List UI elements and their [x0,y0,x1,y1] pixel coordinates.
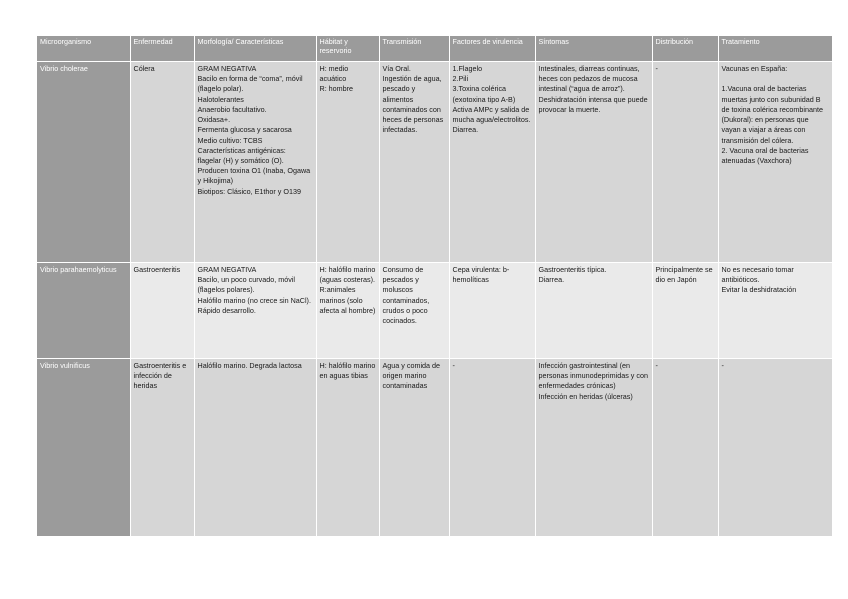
table-row [37,263,832,359]
cell-virulence: - [449,359,535,537]
cell-symptoms: Gastroenteritis típica. Diarrea. [535,263,652,359]
table-row [37,62,832,263]
header-tratamiento: Tratamiento [718,36,832,62]
header-enfermedad: Enfermedad [130,36,194,62]
cell-treatment: No es necesario tomar antibióticos. Evitar la deshidratación [718,263,832,359]
cell-symptoms: Intestinales, diarreas continuas, heces con pedazos de mucosa intestinal (“agua de arroz”). Deshidratación intensa que puede provocar la muerte. [535,62,652,263]
table-row [37,359,832,537]
cell-transmission: Agua y comida de origen marino contaminadas [379,359,449,537]
cell-morphology: GRAM NEGATIVA Bacilo, un poco curvado, móvil (flagelos polares). Halófilo marino (no crece sin NaCl). Rápido desarrollo. [194,263,316,359]
header-transmision: Transmisión [379,36,449,62]
cell-treatment: - [718,359,832,537]
cell-organism: Vibrio vulnificus [37,359,130,537]
cell-habitat: H: medio acuático R: hombre [316,62,379,263]
cell-disease: Cólera [130,62,194,263]
cell-virulence: 1.Flagelo 2.Pili 3.Toxina colérica (exotoxina tipo A-B) Activa AMPc y salida de mucha agua/electrolitos. Diarrea. [449,62,535,263]
cell-habitat: H: halófilo marino (aguas costeras). R:animales marinos (solo afecta al hombre) [316,263,379,359]
cell-transmission: Vía Oral. Ingestión de agua, pescado y alimentos contaminados con heces de personas infectadas. [379,62,449,263]
cell-disease: Gastroenteritis [130,263,194,359]
cell-morphology: GRAM NEGATIVA Bacilo en forma de “coma”, móvil (flagelo polar). Halotolerantes Anaerobio facultativo. Oxidasa+. Fermenta glucosa y sacarosa Medio cultivo: TCBS Características antigénicas: flagelar (H) y somático (O). Producen toxina O1 (Inaba, Ogawa y Hikojima) Biotipos: Clásico, E1thor y O139 [194,62,316,263]
cell-morphology: Halófilo marino. Degrada lactosa [194,359,316,537]
cell-symptoms: Infección gastrointestinal (en personas inmunodeprimidas y con enfermedades crónicas) Infección en heridas (úlceras) [535,359,652,537]
cell-distribution: - [652,62,718,263]
cell-virulence: Cepa virulenta: b-hemolíticas [449,263,535,359]
vibrio-table [37,36,833,537]
cell-organism: Vibrio parahaemolyticus [37,263,130,359]
header-morfologia: Morfología/ Características [194,36,316,62]
cell-organism: Vibrio cholerae [37,62,130,263]
cell-habitat: H: halófilo marino en aguas tibias [316,359,379,537]
cell-distribution: Principalmente se dio en Japón [652,263,718,359]
cell-transmission: Consumo de pescados y moluscos contaminados, crudos o poco cocinados. [379,263,449,359]
cell-disease: Gastroenteritis e infección de heridas [130,359,194,537]
header-sintomas: Síntomas [535,36,652,62]
header-microorganismo: Microorganismo [37,36,130,62]
cell-distribution: - [652,359,718,537]
header-row [37,36,832,62]
header-distribucion: Distribución [652,36,718,62]
header-factores-virulencia: Factores de virulencia [449,36,535,62]
header-habitat: Hábitat y reservorio [316,36,379,62]
cell-treatment: Vacunas en España: 1.Vacuna oral de bacterias muertas junto con subunidad B de toxina colérica recombinante (Dukoral): en personas que vayan a viajar a áreas con transmisión del cólera. 2. Vacuna oral de bacterias atenuadas (Vaxchora) [718,62,832,263]
